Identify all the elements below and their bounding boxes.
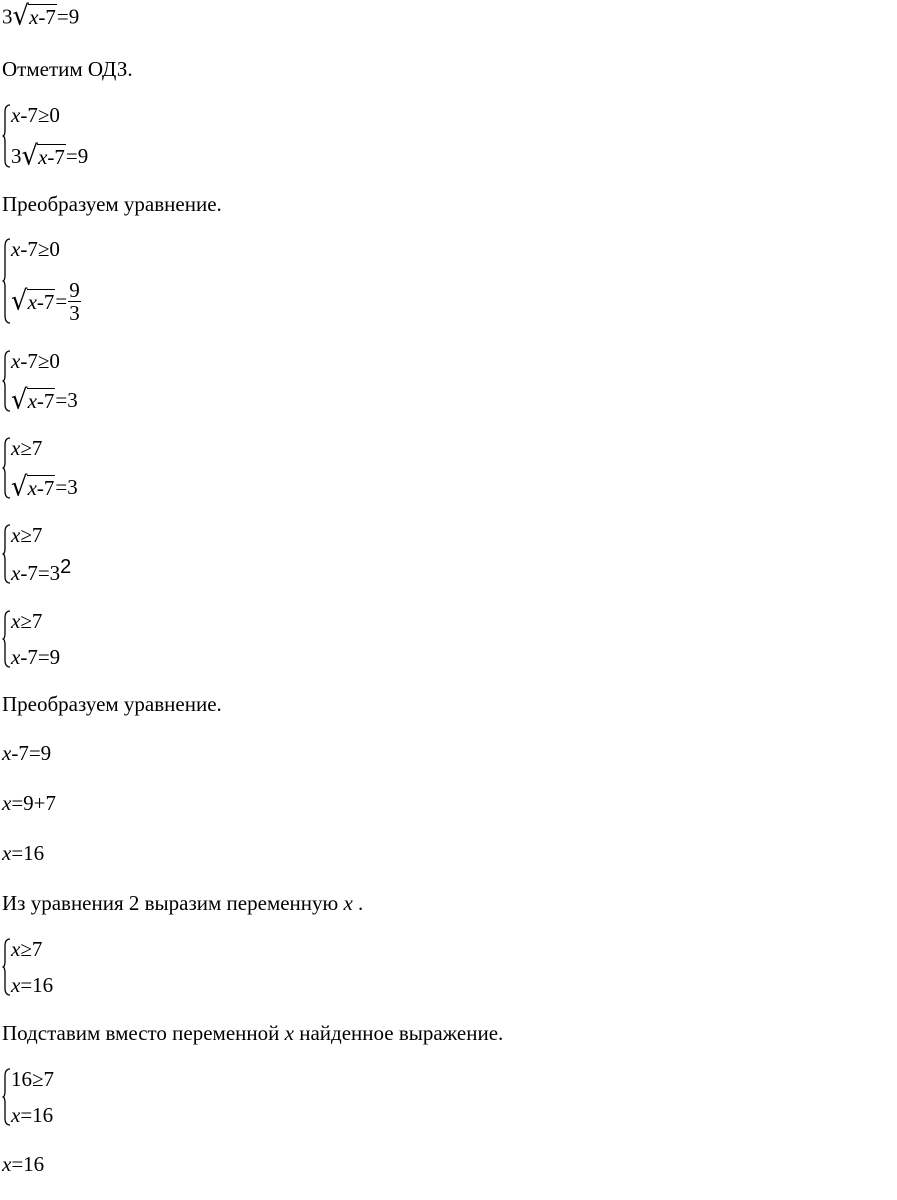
equation-initial bbox=[2, 0, 80, 32]
system-8-line-2: x =16 bbox=[11, 1102, 54, 1127]
system-2-line-2: √ x-7 = $\frac{9}{3}$ bbox=[11, 277, 80, 325]
system-2-line-1: x -7≥0 bbox=[11, 237, 60, 261]
system-6-line-2: x -7=9 bbox=[11, 644, 61, 669]
system-1-line-2: 3 √ x-7 =9 bbox=[11, 139, 89, 172]
system-6-line-1: x ≥7 bbox=[11, 609, 43, 633]
system-5-line-2: x -7 =3 2 bbox=[11, 556, 72, 585]
square-root: √ x-7 bbox=[12, 0, 56, 32]
system-3-line-2: √ x-7 =3 bbox=[11, 383, 78, 416]
equation-b: x=9+7 bbox=[2, 791, 57, 815]
system-7-line-2: x =16 bbox=[11, 972, 54, 997]
system-8-line-1: 16≥7 bbox=[11, 1067, 55, 1091]
text-express: Из уравнения 2 выразим переменную x . bbox=[2, 891, 364, 915]
variable-x: x bbox=[29, 5, 39, 29]
system-1 bbox=[2, 103, 89, 172]
system-4 bbox=[2, 436, 78, 503]
system-7 bbox=[2, 938, 53, 996]
system-1-line-1: x -7≥0 bbox=[11, 103, 60, 127]
brace-icon bbox=[2, 238, 11, 324]
radicand-rest: -7 bbox=[38, 5, 56, 29]
coefficient: 3 bbox=[2, 4, 13, 29]
brace-icon bbox=[2, 524, 11, 584]
system-5-line-1: x ≥7 bbox=[11, 523, 43, 547]
equation-a: x-7=9 bbox=[2, 741, 52, 765]
text-transform-1: Преобразуем уравнение. bbox=[2, 192, 222, 216]
system-3 bbox=[2, 349, 78, 416]
system-5 bbox=[2, 524, 71, 584]
brace-icon bbox=[2, 104, 11, 168]
text-odz: Отметим ОДЗ. bbox=[2, 57, 133, 81]
equation-final: x=16 bbox=[2, 1152, 45, 1176]
exponent: 2 bbox=[60, 556, 72, 579]
brace-icon bbox=[2, 437, 11, 499]
rhs: =9 bbox=[56, 4, 80, 29]
equation-c: x=16 bbox=[2, 841, 45, 865]
system-2 bbox=[2, 238, 81, 324]
text-transform-2: Преобразуем уравнение. bbox=[2, 692, 222, 716]
system-3-line-1: x -7≥0 bbox=[11, 349, 60, 373]
brace-icon bbox=[2, 350, 11, 412]
fraction: $\frac{9}{3}$ bbox=[69, 277, 80, 325]
system-7-line-1: x ≥7 bbox=[11, 937, 43, 961]
system-6 bbox=[2, 610, 60, 668]
system-4-line-2: √ x-7 =3 bbox=[11, 470, 78, 503]
system-4-line-1: x ≥7 bbox=[11, 436, 43, 460]
brace-icon bbox=[2, 938, 11, 996]
brace-icon bbox=[2, 1068, 11, 1126]
brace-icon bbox=[2, 610, 11, 668]
text-substitute: Подставим вместо переменной x найденное выражение. bbox=[2, 1021, 504, 1045]
system-8 bbox=[2, 1068, 54, 1126]
